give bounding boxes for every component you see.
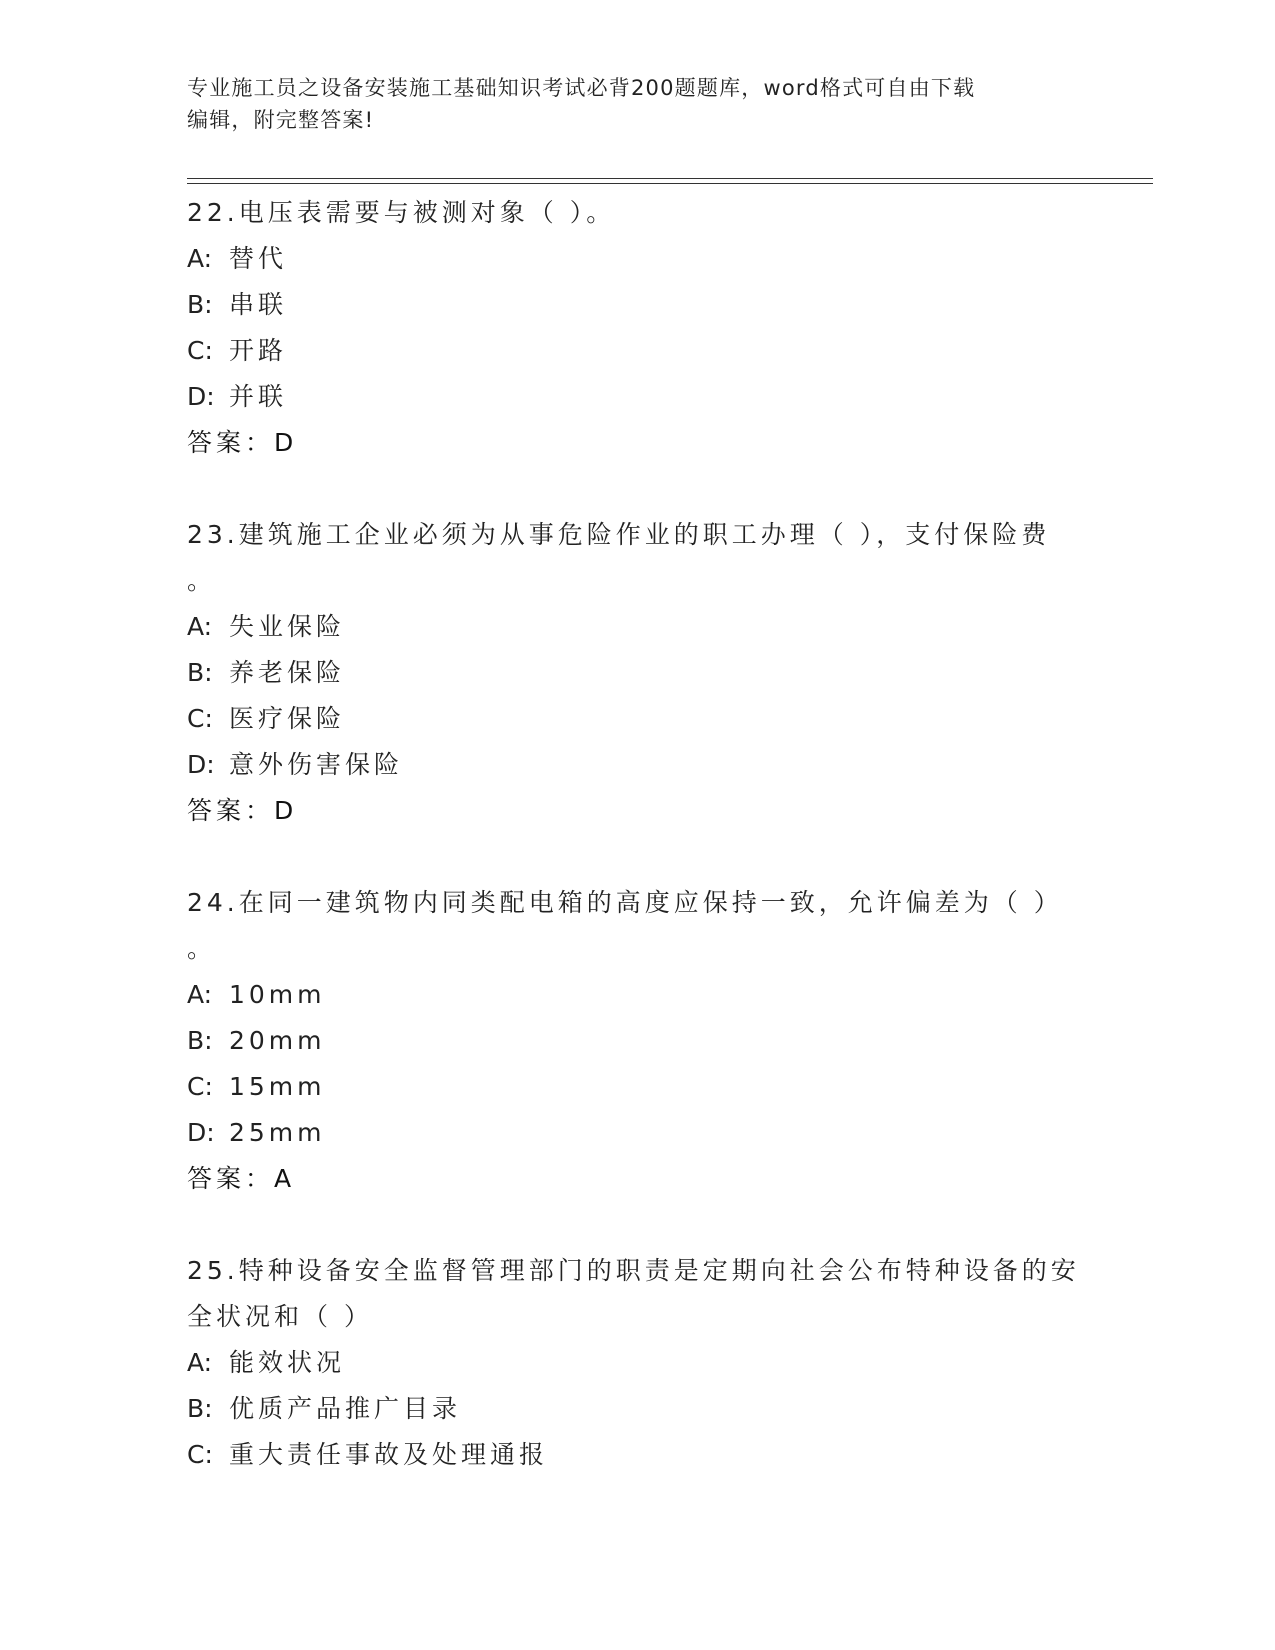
header-line-2: 编辑，附完整答案!	[187, 108, 375, 132]
spacer	[187, 466, 1087, 512]
option-text: 优质产品推广目录	[229, 1394, 462, 1423]
option-text: 15mm	[229, 1072, 326, 1101]
option-text: 开路	[229, 336, 288, 365]
option-key: D:	[187, 750, 215, 779]
header-line-1: 专业施工员之设备安装施工基础知识考试必背200题题库，word格式可自由下载	[187, 76, 976, 100]
option-text: 20mm	[229, 1026, 326, 1055]
option-text: 重大责任事故及处理通报	[229, 1440, 549, 1469]
option-a	[187, 1340, 1087, 1386]
answer-value: D	[274, 796, 296, 825]
option-key: A:	[187, 612, 213, 641]
question-stem	[187, 512, 1087, 604]
option-key: C:	[187, 1440, 213, 1469]
option-d	[187, 374, 1087, 420]
question-text: 特种设备安全监督管理部门的职责是定期向社会公布特种设备的安	[238, 1256, 1080, 1285]
question-stem	[187, 880, 1087, 972]
option-d	[187, 1110, 1087, 1156]
question-text-tail: 。	[187, 566, 217, 595]
option-b	[187, 1386, 1087, 1432]
question-number: 24.	[187, 888, 239, 917]
option-c	[187, 1064, 1087, 1110]
option-d	[187, 742, 1087, 788]
option-text: 失业保险	[229, 612, 346, 641]
option-key: D:	[187, 1118, 215, 1147]
option-text: 替代	[229, 244, 288, 273]
answer-label: 答案：	[187, 1164, 275, 1193]
option-key: C:	[187, 704, 213, 733]
question-block-22	[187, 190, 1087, 466]
question-text: 电压表需要与被测对象（ ）。	[238, 198, 616, 227]
option-key: B:	[187, 290, 213, 319]
option-key: C:	[187, 336, 213, 365]
option-text: 25mm	[229, 1118, 326, 1147]
question-stem	[187, 190, 1087, 236]
question-block-25	[187, 1248, 1087, 1478]
question-number: 25.	[187, 1256, 239, 1285]
question-number: 23.	[187, 520, 239, 549]
option-key: B:	[187, 1026, 213, 1055]
option-key: A:	[187, 980, 213, 1009]
option-key: D:	[187, 382, 215, 411]
header-rule-bottom	[187, 183, 1153, 184]
question-text-tail: 全状况和（ ）	[187, 1302, 373, 1331]
question-list	[187, 190, 1087, 1478]
option-text: 串联	[229, 290, 288, 319]
option-a	[187, 972, 1087, 1018]
option-c	[187, 328, 1087, 374]
question-block-24	[187, 880, 1087, 1202]
header-rule-top	[187, 178, 1153, 179]
option-b	[187, 650, 1087, 696]
option-key: C:	[187, 1072, 213, 1101]
option-a	[187, 604, 1087, 650]
spacer	[187, 834, 1087, 880]
option-text: 医疗保险	[229, 704, 346, 733]
option-c	[187, 1432, 1087, 1478]
option-b	[187, 282, 1087, 328]
answer-line	[187, 1156, 1087, 1202]
option-c	[187, 696, 1087, 742]
answer-line	[187, 420, 1087, 466]
option-text: 能效状况	[229, 1348, 346, 1377]
spacer	[187, 1202, 1087, 1248]
option-key: B:	[187, 1394, 213, 1423]
option-text: 养老保险	[229, 658, 346, 687]
option-b	[187, 1018, 1087, 1064]
document-header	[187, 72, 1067, 136]
question-number: 22.	[187, 198, 239, 227]
answer-value: D	[274, 428, 296, 457]
question-text-tail: 。	[187, 934, 217, 963]
option-text: 意外伤害保险	[229, 750, 404, 779]
question-block-23	[187, 512, 1087, 834]
option-key: A:	[187, 244, 213, 273]
option-key: A:	[187, 1348, 213, 1377]
question-stem	[187, 1248, 1087, 1340]
answer-label: 答案：	[187, 428, 275, 457]
option-key: B:	[187, 658, 213, 687]
option-text: 并联	[229, 382, 288, 411]
answer-label: 答案：	[187, 796, 275, 825]
question-text: 在同一建筑物内同类配电箱的高度应保持一致，允许偏差为（ ）	[238, 888, 1063, 917]
question-text: 建筑施工企业必须为从事危险作业的职工办理（ ），支付保险费	[238, 520, 1051, 549]
option-text: 10mm	[229, 980, 326, 1009]
answer-value: A	[274, 1164, 294, 1193]
option-a	[187, 236, 1087, 282]
answer-line	[187, 788, 1087, 834]
